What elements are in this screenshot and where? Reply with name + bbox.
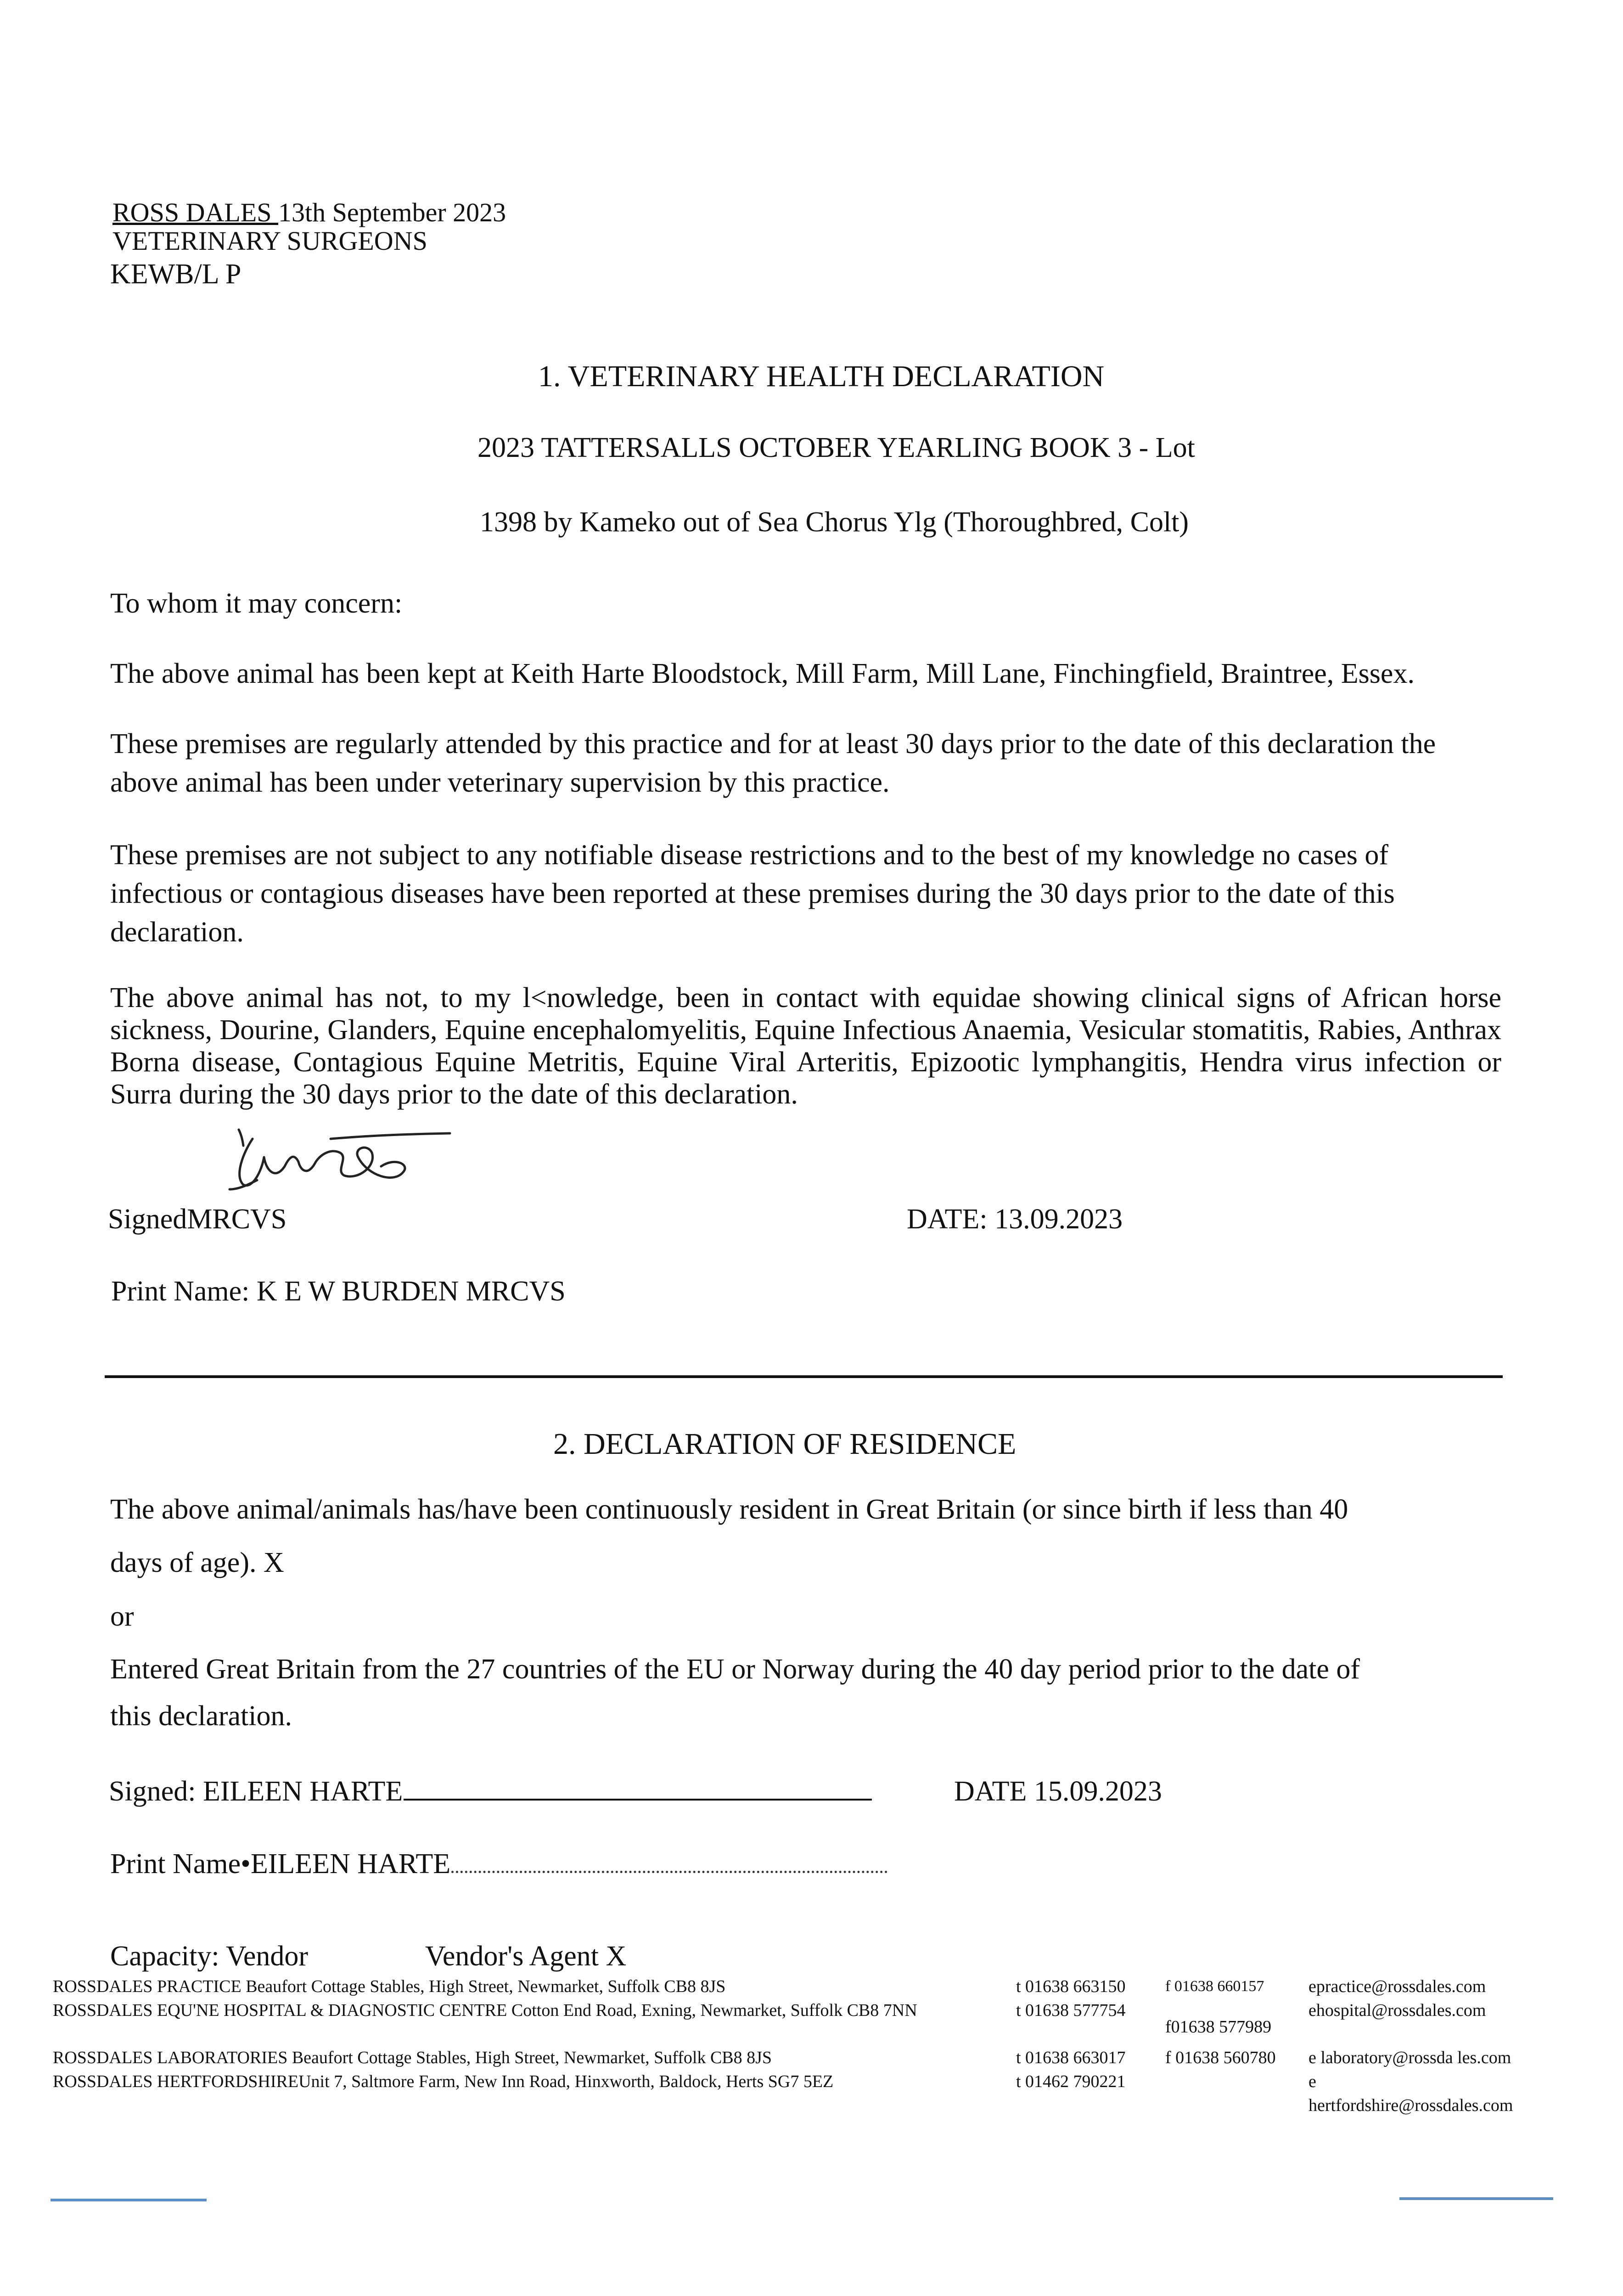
vendor-print-name: Print Name•EILEEN HARTE — [110, 1848, 451, 1880]
capacity-vendor: Capacity: Vendor — [110, 1941, 309, 1972]
vendor-signed: Signed: EILEEN HARTE — [109, 1776, 403, 1807]
entered-line-1: Entered Great Britain from the 27 countries of the EU or Norway during the 40 day period prior to the date of — [110, 1654, 1360, 1685]
section-divider — [105, 1375, 1503, 1378]
paragraph-contact: The above animal has not, to my l<nowledge, been in contact with equidae showing clinical signs of African horse sickness, Dourine, Glanders, Equine encephalomyelitis, Equine Infectious Anaemia, Vesicular stomatitis, Rabies, Anthrax Borna disease, Contagious Equine Metritis, Equine Viral Arteritis, Epizootic lymphangitis, Hendra virus infection or Surra during the 30 days prior to the date of this declaration. — [110, 982, 1501, 1110]
signature-line — [404, 1780, 872, 1801]
practice-name: ROSS DALES — [112, 197, 278, 227]
residence-line-1: The above animal/animals has/have been continuously resident in Great Britain (or since birth if less than 40 — [110, 1494, 1348, 1525]
vet-declaration-date: DATE: 13.09.2023 — [907, 1204, 1123, 1235]
reference-code: KEWB/L P — [110, 259, 241, 290]
vendor-signed-line — [109, 1774, 872, 1808]
section1-title: 1. VETERINARY HEALTH DECLARATION — [538, 360, 1105, 393]
footer-address: ROSSDALES LABORATORIES Beaufort Cottage Stables, High Street, Newmarket, Suffolk CB8 8JS — [53, 2048, 772, 2067]
footer-tel: t 01638 577754 — [1016, 2001, 1126, 2020]
letterhead — [112, 197, 506, 229]
vet-print-name: Print Name: K E W BURDEN MRCVS — [111, 1276, 566, 1307]
footer-email: hertfordshire@rossdales.com — [1309, 2096, 1513, 2115]
footer-address: ROSSDALES EQU'NE HOSPITAL & DIAGNOSTIC CENTRE Cotton End Road, Exning, Newmarket, Suffolk CB8 7NN — [53, 2001, 917, 2020]
entered-line-2: this declaration. — [110, 1700, 292, 1732]
sale-line: 2023 TATTERSALLS OCTOBER YEARLING BOOK 3 - Lot — [477, 432, 1195, 463]
footer-email-prefix: e — [1309, 2072, 1316, 2091]
footer-address: ROSSDALES HERTFORDSHIREUnit 7, Saltmore Farm, New Inn Road, Hinxworth, Baldock, Herts SG7 5EZ — [53, 2072, 834, 2091]
footer-email: ehospital@rossdales.com — [1309, 2001, 1486, 2020]
footer-tel: t 01462 790221 — [1016, 2072, 1126, 2091]
capacity-vendor-agent: Vendor's Agent X — [425, 1941, 627, 1972]
footer-email: epractice@rossdales.com — [1309, 1977, 1486, 1996]
practice-subtitle: VETERINARY SURGEONS — [112, 226, 427, 256]
section2-title: 2. DECLARATION OF RESIDENCE — [553, 1427, 1016, 1461]
footer-address: ROSSDALES PRACTICE Beaufort Cottage Stables, High Street, Newmarket, Suffolk CB8 8JS — [53, 1977, 726, 1996]
vendor-date: DATE 15.09.2023 — [954, 1776, 1162, 1807]
footer-tel: t 01638 663017 — [1016, 2048, 1126, 2067]
or-text: or — [110, 1601, 134, 1632]
print-name-dotted-line — [451, 1852, 887, 1873]
residence-line-2: days of age). X — [110, 1547, 284, 1578]
vet-signature — [220, 1120, 459, 1203]
footer-email: e laboratory@rossda les.com — [1309, 2048, 1511, 2067]
signed-mrcvs-label: SignedMRCVS — [108, 1204, 287, 1235]
footer-tel: t 01638 663150 — [1016, 1977, 1126, 1996]
footer-fax: f 01638 560780 — [1165, 2048, 1276, 2067]
paragraph-supervision: These premises are regularly attended by this practice and for at least 30 days prior to the date of this declaration the above animal has been under veterinary supervision by this practice. — [110, 728, 1436, 798]
paragraph-premises: The above animal has been kept at Keith Harte Bloodstock, Mill Farm, Mill Lane, Finchingfield, Braintree, Essex. — [110, 658, 1415, 689]
footer-decoration-left — [51, 2199, 207, 2201]
lot-line: 1398 by Kameko out of Sea Chorus Ylg (Thoroughbred, Colt) — [480, 506, 1189, 538]
header-date: 13th September 2023 — [278, 197, 506, 227]
footer-fax: f01638 577989 — [1165, 2017, 1272, 2037]
salutation: To whom it may concern: — [110, 588, 403, 619]
vendor-print-line — [110, 1847, 887, 1881]
paragraph-restrictions: These premises are not subject to any notifiable disease restrictions and to the best of my knowledge no cases of infectious or contagious diseases have been reported at these premises during the 30 days prior to the date of this declaration. — [110, 839, 1395, 948]
footer-fax: f 01638 660157 — [1165, 1978, 1264, 1995]
footer-decoration-right — [1399, 2197, 1553, 2200]
